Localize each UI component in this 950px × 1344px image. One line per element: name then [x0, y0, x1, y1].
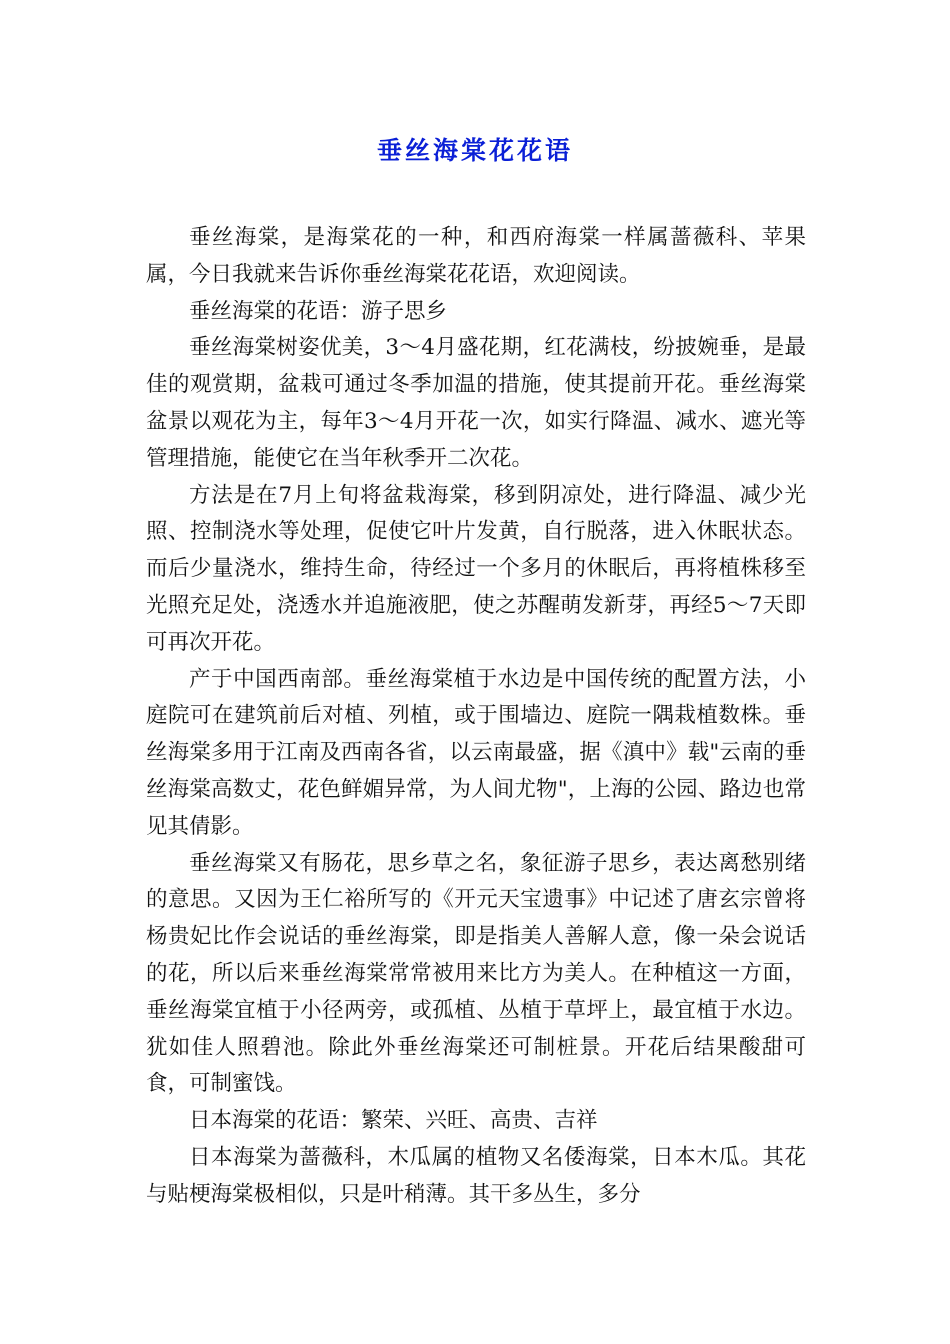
paragraph-intro: 垂丝海棠，是海棠花的一种，和西府海棠一样属蔷薇科、苹果属，今日我就来告诉你垂丝海棠花花语，欢迎阅读。 — [146, 225, 806, 287]
paragraph-japanese-description: 日本海棠为蔷薇科，木瓜属的植物又名倭海棠，日本木瓜。其花与贴梗海棠极相似，只是叶稍薄。其干多丛生，多分 — [146, 1144, 806, 1207]
page-title: 垂丝海棠花花语 — [376, 136, 573, 165]
paragraph-japanese-heading: 日本海棠的花语：繁荣、兴旺、高贵、吉祥 — [189, 1108, 598, 1134]
paragraph-method: 方法是在7月上旬将盆栽海棠，移到阴凉处，进行降温、减少光照、控制浇水等处理，促使它叶片发黄，自行脱落，进入休眠状态。而后少量浇水，维持生命，待经过一个多月的休眠后，再将植株移至光照充足处，浇透水并追施液肥，使之苏醒萌发新芽，再经5～7天即可再次开花。 — [146, 482, 806, 655]
paragraph-origin: 产于中国西南部。垂丝海棠植于水边是中国传统的配置方法，小庭院可在建筑前后对植、列植，或于围墙边、庭院一隅栽植数株。垂丝海棠多用于江南及西南各省，以云南最盛，据《滇中》载"云南的垂丝海棠高数丈，花色鲜媚异常，为人间尤物"，上海的公园、路边也常见其倩影。 — [146, 666, 806, 839]
paragraph-blooming: 垂丝海棠树姿优美，3～4月盛花期，红花满枝，纷披婉垂，是最佳的观赏期，盆栽可通过冬季加温的措施，使其提前开花。垂丝海棠盆景以观花为主，每年3～4月开花一次，如实行降温、减水、遮光等管理措施，能使它在当年秋季开二次花。 — [146, 335, 806, 471]
paragraph-flower-language-heading: 垂丝海棠的花语：游子思乡 — [189, 298, 448, 324]
document-body — [146, 220, 806, 1214]
paragraph-symbolism: 垂丝海棠又有肠花，思乡草之名，象征游子思乡，表达离愁别绪的意思。又因为王仁裕所写的《开元天宝遗事》中记述了唐玄宗曾将杨贵妃比作会说话的垂丝海棠，即是指美人善解人意，像一朵会说话的花，所以后来垂丝海棠常常被用来比方为美人。在种植这一方面，垂丝海棠宜植于小径两旁，或孤植、丛植于草坪上，最宜植于水边。犹如佳人照碧池。除此外垂丝海棠还可制桩景。开花后结果酸甜可食，可制蜜饯。 — [146, 850, 806, 1097]
